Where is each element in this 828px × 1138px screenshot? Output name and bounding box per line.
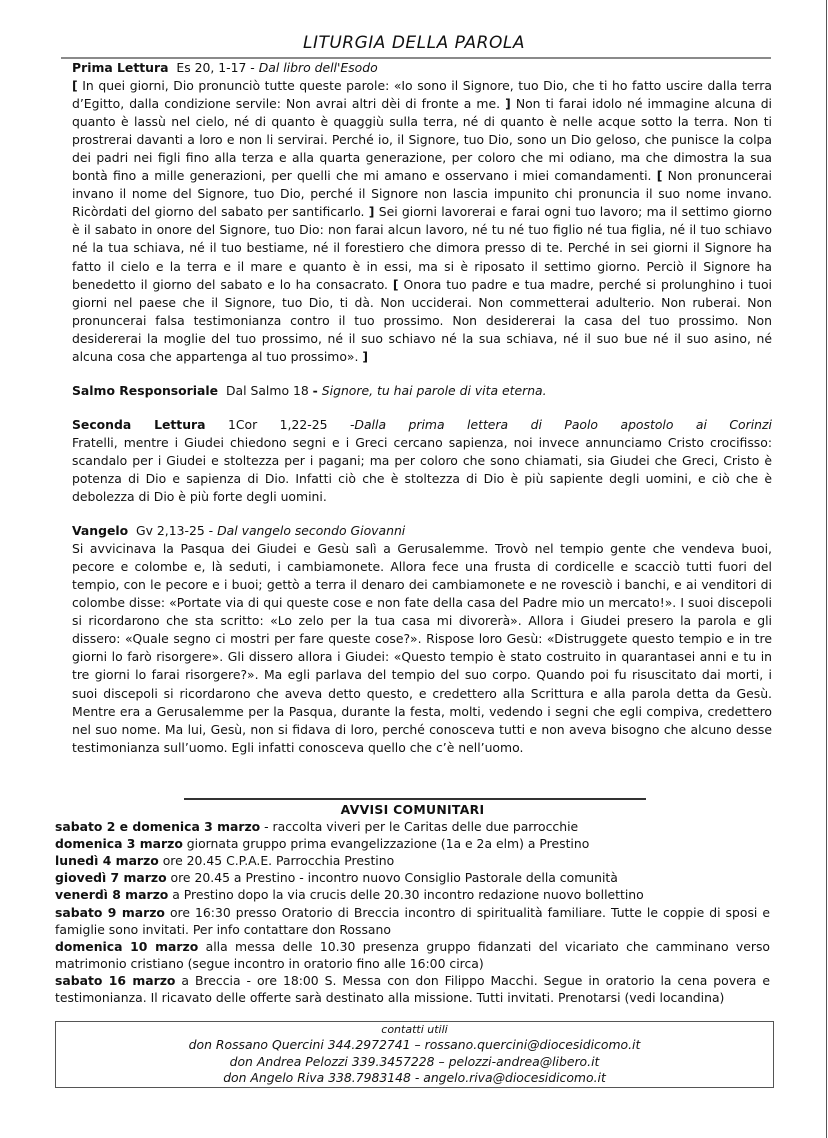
salmo-responsoriale — [72, 382, 772, 400]
avviso-text: ore 20.45 a Prestino - incontro nuovo Consiglio Pastorale della comunità — [166, 870, 618, 886]
bracket-close: ] — [368, 204, 375, 220]
bracket-open: [ — [656, 168, 663, 184]
salmo-heading — [72, 382, 772, 400]
readings — [72, 59, 772, 757]
vangelo — [72, 522, 772, 757]
avviso-item — [55, 818, 770, 835]
reading-source: -Dalla prima lettera di Paolo apostolo ai Corinzi — [349, 416, 772, 432]
reading-source: Dal vangelo secondo Giovanni — [217, 523, 406, 539]
avviso-date: venerdì 8 marzo — [55, 887, 169, 903]
reading-text — [72, 77, 772, 366]
bracket-close: ] — [362, 348, 369, 364]
avviso-item — [55, 904, 770, 938]
reading-reference: Gv 2,13-25 - — [136, 523, 218, 539]
avviso-text: giornata gruppo prima evangelizzazione (1a e 2a elm) a Prestino — [182, 836, 590, 852]
contacts-box — [55, 1021, 774, 1088]
reading-text-part: Onora tuo padre e tua madre, perché si prolunghino i tuoi giorni nel paese che il Signore, tuo Dio, ti dà. Non ucciderai. Non commetterai adulterio. Non ruberai. Non pronuncerai falsa testimonianza contro il tuo prossimo. Non desidererai la casa del tuo prossimo. Non desidererai la moglie del tuo prossimo, né il suo schiavo né la sua schiava, né il suo bue né il suo asino, né alcuna cosa che appartenga al tuo prossimo». — [72, 276, 772, 364]
seconda-lettura-heading — [72, 416, 772, 434]
salmo-refrain: Signore, tu hai parole di vita eterna. — [321, 382, 547, 398]
avviso-date: lunedì 4 marzo — [55, 853, 159, 869]
reading-text-part: Non pronuncerai invano il nome del Signore, tuo Dio, perché il Signore non lascia impunito chi pronuncia il suo nome invano. Ricòrdati del giorno del sabato per santificarlo. — [72, 168, 772, 220]
avviso-text: ore 20.45 C.P.A.E. Parrocchia Prestino — [158, 853, 395, 869]
avvisi-comunitari — [55, 797, 770, 1006]
page-right-border — [826, 0, 827, 1138]
avviso-item — [55, 852, 770, 869]
avviso-date: domenica 10 marzo — [55, 938, 199, 954]
avviso-date: giovedì 7 marzo — [55, 870, 167, 886]
avviso-text: alla messa delle 10.30 presenza gruppo fidanzati del vicariato che camminano verso matrimonio cristiano (segue incontro in oratorio fino alle 16:00 circa) — [55, 938, 770, 971]
reading-label: Seconda Lettura — [72, 416, 206, 432]
dash: - — [312, 382, 318, 398]
reading-source: Dal libro dell'Esodo — [258, 60, 378, 75]
reading-text-part: Non ti farai idolo né immagine alcuna di quanto è lassù nel cielo, né di quanto è quaggiù sulla terra, né di quanto è nelle acque sotto la terra. Non ti prostrerai davanti a loro e non li servirai. Perché io, il Signore, tuo Dio, sono un Dio geloso, che punisce la colpa dei padri nei figli fino alla terza e alla quarta generazione, per coloro che mi odiano, ma che dimostra la sua bontà fino a mille generazioni, per quelli che mi amano e osservano i miei comandamenti. — [72, 96, 772, 184]
avviso-date: sabato 9 marzo — [55, 904, 165, 920]
reading-label: Vangelo — [72, 523, 129, 539]
avviso-text: - raccolta viveri per le Caritas delle due parrocchie — [260, 819, 579, 835]
contact-line: don Andrea Pelozzi 339.3457228 – pelozzi-andrea@libero.it — [229, 1053, 600, 1069]
reading-text: Si avvicinava la Pasqua dei Giudei e Gesù salì a Gerusalemme. Trovò nel tempio gente che vendeva buoi, pecore e colombe e, là seduti, i cambiamonete. Allora fece una frusta di cordicelle e scacciò tutti fuori del tempio, con le pecore e i buoi; gettò a terra il denaro dei cambiamonete e ne rovesciò i banchi, e ai venditori di colombe disse: «Portate via di qui queste cose e non fate della casa del Padre mio un mercato!». I suoi discepoli si ricordarono che sta scritto: «Lo zelo per la tua casa mi divorerà». Allora i Giudei presero la parola e gli dissero: «Quale segno ci mostri per fare queste cose?». Rispose loro Gesù: «Distruggete questo tempio e in tre giorni lo farò risorgere». Gli dissero allora i Giudei: «Questo tempio è stato costruito in quarantasei anni e tu in tre giorni lo farai risorgere?». Ma egli parlava del tempio del suo corpo. Quando poi fu risuscitato dai morti, i suoi discepoli si ricordarono che aveva detto questo, e credettero alla Scrittura e alla parola detta da Gesù. Mentre era a Gerusalemme per la Pasqua, durante la festa, molti, vedendo i segni che egli compiva, credettero nel suo nome. Ma lui, Gesù, non si fidava di loro, perché conosceva tutti e non aveva bisogno che alcuno desse testimonianza sull’uomo. Egli infatti conosceva quello che c’è nell’uomo. — [72, 541, 772, 755]
avviso-item — [55, 869, 770, 886]
reading-reference: Es 20, 1-17 - — [176, 60, 259, 75]
reading-label: Salmo Responsoriale — [72, 382, 219, 398]
avviso-item — [55, 972, 770, 1006]
bracket-open: [ — [72, 78, 78, 94]
contact-line: don Rossano Quercini 344.2972741 – rossano.quercini@diocesidicomo.it — [188, 1037, 641, 1052]
avviso-date: sabato 2 e domenica 3 marzo — [55, 819, 261, 835]
reading-reference: Dal Salmo 18 — [225, 382, 313, 398]
page-title: LITURGIA DELLA PAROLA — [303, 33, 525, 53]
avviso-item — [55, 938, 770, 972]
reading-text-part: Sei giorni lavorerai e farai ogni tuo lavoro; ma il settimo giorno è il sabato in onore del Signore, tuo Dio: non farai alcun lavoro, né tu né tuo figlio né tua figlia, né il tuo schiavo né la tua schiava, né il tuo bestiame, né il forestiero che dimora presso di te. Perché in sei giorni il Signore ha fatto il cielo e la terra e il mare e quanto è in essi, ma si è riposato il settimo giorno. Perciò il Signore ha benedetto il giorno del sabato e lo ha consacrato. — [72, 204, 772, 292]
avviso-date: sabato 16 marzo — [55, 972, 176, 988]
prima-lettura-heading — [72, 59, 772, 77]
reading-text-part: In quei giorni, Dio pronunciò tutte queste parole: «Io sono il Signore, tuo Dio, che ti ho fatto uscire dalla terra d’Egitto, dalla condizione servile: Non avrai altri dèi di fronte a me. — [72, 78, 772, 112]
vangelo-heading — [72, 522, 772, 540]
avviso-item — [55, 835, 770, 852]
avvisi-title: AVVISI COMUNITARI — [340, 802, 485, 817]
avviso-text: a Breccia - ore 18:00 S. Messa con don Filippo Macchi. Segue in oratorio la cena povera e testimonianza. Il ricavato delle offerte sarà destinato alla missione. Tutti invitati. Prenotarsi (vedi locandina) — [55, 972, 770, 1006]
prima-lettura — [72, 59, 772, 366]
contacts-caption: contatti utili — [381, 1023, 448, 1036]
reading-text: Fratelli, mentre i Giudei chiedono segni e i Greci cercano sapienza, noi invece annunciamo Cristo crocifisso: scandalo per i Giudei e stoltezza per i pagani; ma per coloro che sono chiamati, sia Giudei che Greci, Cristo è potenza di Dio e sapienza di Dio. Infatti ciò che è stoltezza di Dio è più sapiente degli uomini, e ciò che è debolezza di Dio è più forte degli uomini. — [72, 434, 772, 505]
avviso-text: ore 16:30 presso Oratorio di Breccia incontro di spiritualità familiare. Tutte le coppie di sposi e famiglie sono invitati. Per info contattare don Rossano — [55, 904, 770, 937]
seconda-lettura — [72, 416, 772, 506]
reading-reference: 1Cor 1,22-25 — [227, 416, 328, 432]
contact-line: don Angelo Riva 338.7983148 - angelo.riva@diocesidicomo.it — [223, 1070, 606, 1085]
bracket-close: ] — [505, 96, 511, 112]
avvisi-list — [55, 818, 770, 1006]
avviso-text: a Prestino dopo la via crucis delle 20.30 incontro redazione nuovo bollettino — [168, 887, 644, 903]
reading-label: Prima Lettura — [72, 60, 169, 75]
avviso-item — [55, 886, 770, 903]
avviso-date: domenica 3 marzo — [55, 836, 183, 852]
bracket-open: [ — [392, 276, 399, 292]
